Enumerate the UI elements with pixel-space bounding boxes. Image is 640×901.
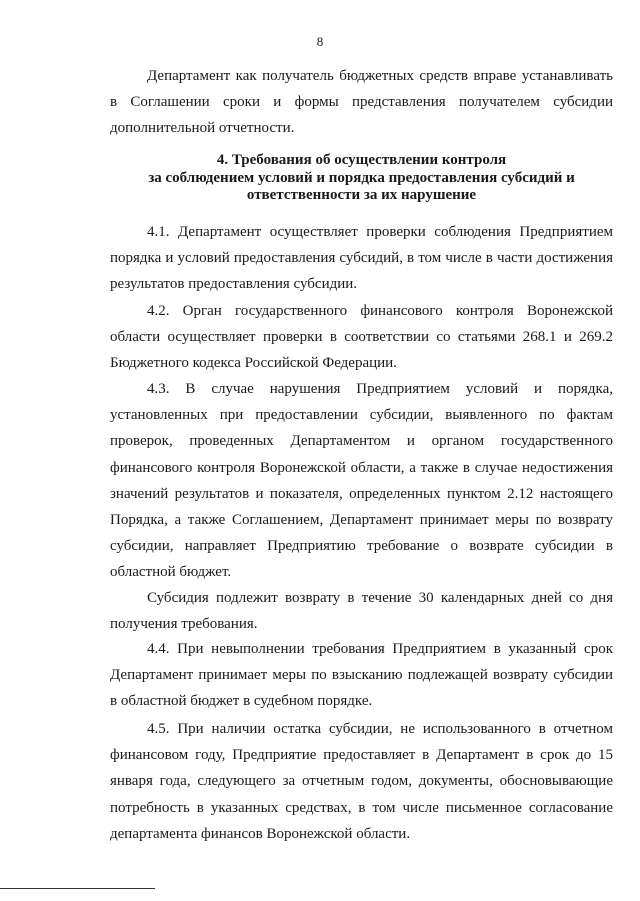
section-title-line: 4. Требования об осуществлении контроля <box>216 152 507 168</box>
intro-paragraph: Департамент как получатель бюджетных средств вправе устанавливать в Соглашении сроки и формы представления получателем субсидии дополнительной отчетности. <box>110 68 613 137</box>
page-number: 8 <box>316 34 324 49</box>
section-title-line: за соблюдением условий и порядка предоставления субсидий и <box>148 169 575 186</box>
paragraph-4-4: 4.4. При невыполнении требования Предприятием в указанный срок Департамент принимает меры по взысканию подлежащей возврату субсидии в областной бюджет в судебном порядке. <box>110 641 613 710</box>
paragraph-return-term: Субсидия подлежит возврату в течение 30 календарных дней со дня получения требования. <box>110 590 613 633</box>
section-title-line: ответственности за их нарушение <box>246 187 477 203</box>
paragraph-4-5: 4.5. При наличии остатка субсидии, не использованного в отчетном финансовом году, Предприятие предоставляет в Департамент в срок до 15 января года, следующего за отчетным годом, документы, обосновывающие потребность в указанных средствах, в том числе письменное согласование департамента финансов Воронежской области. <box>110 721 613 842</box>
paragraph-4-1: 4.1. Департамент осуществляет проверки соблюдения Предприятием порядка и условий предоставления субсидий, в том числе в части достижения результатов предоставления субсидии. <box>110 224 613 293</box>
footnote-divider <box>0 888 155 889</box>
paragraph-4-3: 4.3. В случае нарушения Предприятием условий и порядка, установленных при предоставлении субсидии, выявленного по фактам проверок, проведенных Департаментом и органом государственного финансового контроля Воронежской области, а также в случае недостижения значений результатов и показателя, определенных пунктом 2.12 настоящего Порядка, а также Соглашением, Департамент принимает меры по возврату субсидии, направляет Предприятию требование о возврате субсидии в областной бюджет. <box>110 381 613 581</box>
section-title <box>110 152 613 205</box>
paragraph-4-2: 4.2. Орган государственного финансового контроля Воронежской области осуществляет проверки в соответствии со статьями 268.1 и 269.2 Бюджетного кодекса Российской Федерации. <box>110 303 613 372</box>
